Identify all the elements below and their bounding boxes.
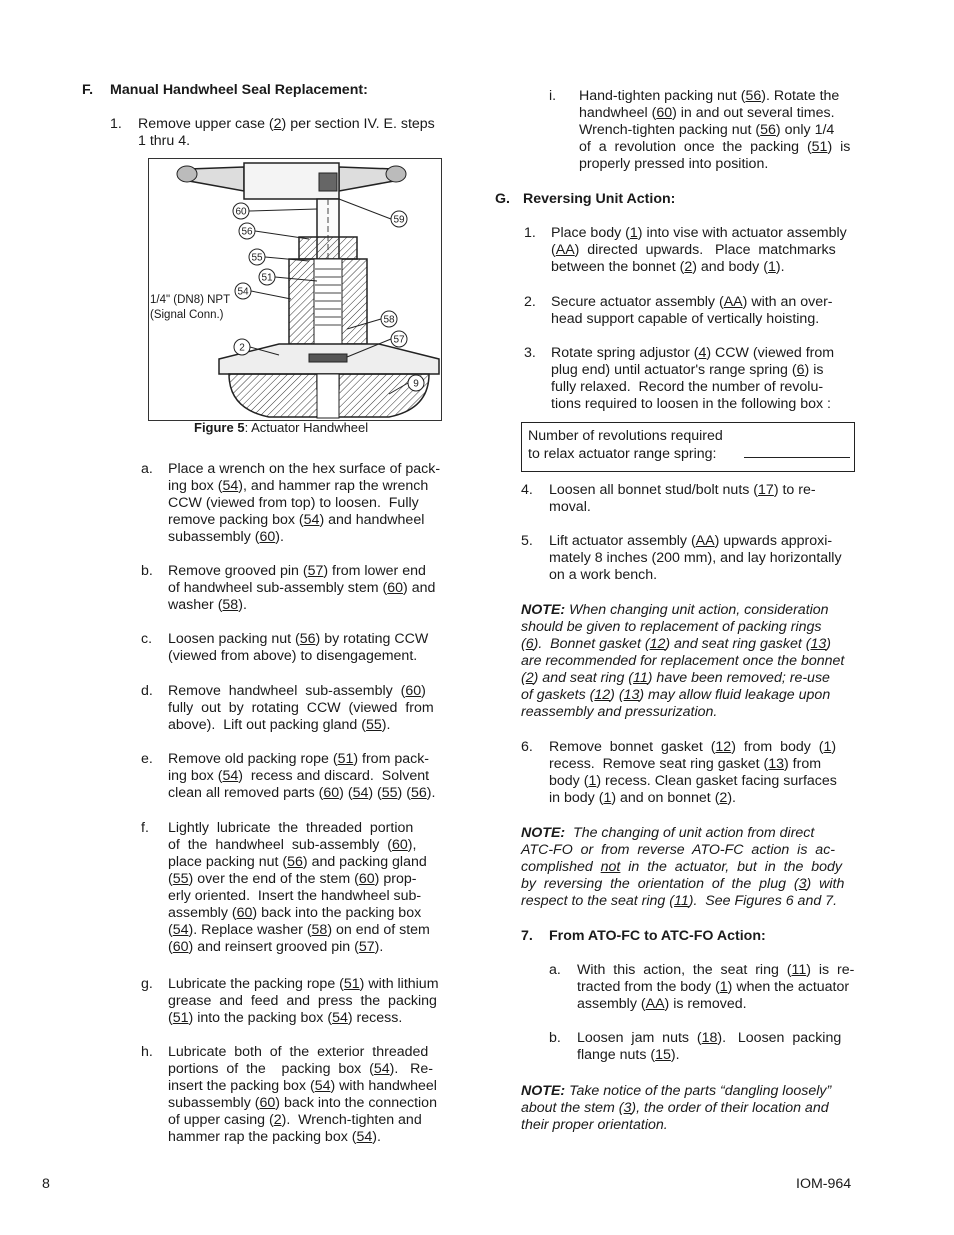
text-line: fully out by rotating CCW (viewed from xyxy=(168,700,434,716)
note-1 xyxy=(521,602,856,721)
item-body xyxy=(168,461,440,546)
text-line: insert the packing box (54) with handwheel xyxy=(168,1078,437,1094)
item-number: 5. xyxy=(521,533,533,549)
handwheel-grip-right xyxy=(386,166,406,182)
text-line: moval. xyxy=(549,499,591,515)
record-box-line-1: Number of revolutions required xyxy=(528,428,723,444)
item-body xyxy=(579,88,856,173)
washer xyxy=(309,354,347,362)
item-number: 6. xyxy=(521,739,533,755)
item-body xyxy=(168,1044,437,1146)
text-line: handwheel (60) in and out several times. xyxy=(579,105,835,121)
note-line: their proper orientation. xyxy=(521,1117,668,1133)
item-number: b. xyxy=(549,1030,561,1046)
note-label: NOTE: xyxy=(521,1083,566,1099)
packing-nut xyxy=(299,237,357,259)
text-line: tracted from the body (1) when the actuator xyxy=(577,979,850,995)
note-label: NOTE: xyxy=(521,602,566,618)
step-4 xyxy=(521,482,816,516)
text-line: grease and feed and press the packing xyxy=(168,993,437,1009)
item-number: 4. xyxy=(521,482,533,498)
callout-label-58: 58 xyxy=(383,314,395,326)
substep-h xyxy=(141,1044,437,1146)
note-line: NOTE: The changing of unit action from direct xyxy=(521,825,815,841)
text-line: (55) over the end of the stem (60) prop- xyxy=(168,871,417,887)
figure-caption xyxy=(194,419,368,436)
text-line: Lubricate both of the exterior threaded xyxy=(168,1044,429,1060)
callout-label-60: 60 xyxy=(235,206,247,218)
substep-i xyxy=(549,88,856,173)
text-line: Loosen packing nut (56) by rotating CCW xyxy=(168,631,429,647)
text-line: place packing nut (56) and packing gland xyxy=(168,854,427,870)
text-line: ing box (54), and hammer rap the wrench xyxy=(168,478,429,494)
item-body xyxy=(551,345,834,413)
signal-connection-label xyxy=(150,293,230,323)
item-body xyxy=(168,820,430,956)
item-number: h. xyxy=(141,1044,153,1060)
text-line: Lubricate the packing rope (51) with lithium xyxy=(168,976,439,992)
text-line: recess. Remove seat ring gasket (13) from xyxy=(549,756,822,772)
callout-label-56: 56 xyxy=(241,226,253,238)
item-number: f. xyxy=(141,820,149,836)
step-text-cont: 1 thru 4. xyxy=(138,133,191,149)
handwheel-grip-left xyxy=(177,166,197,182)
item-number: d. xyxy=(141,683,153,699)
note-line: should be given to replacement of packing rings xyxy=(521,619,822,635)
note-line: respect to the seat ring (11). See Figures 6 and 7. xyxy=(521,893,838,909)
text-line: Remove bonnet gasket (12) from body (1) xyxy=(549,739,837,755)
text-line: in body (1) and on bonnet (2). xyxy=(549,790,736,806)
step-2 xyxy=(524,294,833,328)
item-number: 1. xyxy=(524,225,536,241)
callout-label-57: 57 xyxy=(393,334,405,346)
text-line: flange nuts (15). xyxy=(577,1047,680,1063)
section-g-heading xyxy=(495,191,675,208)
text-line: Remove old packing rope (51) from pack- xyxy=(168,751,430,767)
text-line: body (1) recess. Clean gasket facing surfaces xyxy=(549,773,837,789)
text-line: CCW (viewed from top) to loosen. Fully xyxy=(168,495,419,511)
note-line: of gaskets (12) (13) may allow fluid leakage upon xyxy=(521,687,831,703)
item-number: b. xyxy=(141,563,153,579)
text-line: hammer rap the packing box (54). xyxy=(168,1129,381,1145)
section-label: G. xyxy=(495,191,510,207)
substep-e xyxy=(141,751,435,802)
text-line: assembly (60) back into the packing box xyxy=(168,905,422,921)
text-line: (51) into the packing box (54) recess. xyxy=(168,1010,403,1026)
section-title: Manual Handwheel Seal Replacement: xyxy=(110,82,368,98)
text-line: plug end) until actuator's range spring (6) is xyxy=(551,362,824,378)
hub-nut xyxy=(319,173,337,191)
note-line: (6). Bonnet gasket (12) and seat ring gasket (13) xyxy=(521,636,831,652)
item-body xyxy=(168,683,434,734)
text-line: of the handwheel sub-assembly (60), xyxy=(168,837,417,853)
step-text-cont: ) per section IV. E. steps xyxy=(281,116,435,132)
item-number: 3. xyxy=(524,345,536,361)
callout-label-59: 59 xyxy=(393,214,405,226)
note-line: are recommended for replacement once the bonnet xyxy=(521,653,845,669)
substep-7a xyxy=(549,962,854,1013)
figure-actuator-handwheel xyxy=(148,158,442,421)
text-line: (60) and reinsert grooved pin (57). xyxy=(168,939,384,955)
note-3 xyxy=(521,1083,856,1134)
revolutions-blank-field[interactable] xyxy=(744,457,850,458)
text-line: Lift actuator assembly (AA) upwards approxi- xyxy=(549,533,833,549)
text-line: clean all removed parts (60) (54) (55) (56). xyxy=(168,785,436,801)
item-body xyxy=(577,962,854,1013)
step-number: 7. xyxy=(521,928,533,944)
text-line: ing box (54) recess and discard. Solvent xyxy=(168,768,430,784)
text-line: subassembly (60). xyxy=(168,529,284,545)
item-number: c. xyxy=(141,631,153,647)
text-line: fully relaxed. Record the number of revolu- xyxy=(551,379,824,395)
text-line: Loosen jam nuts (18). Loosen packing xyxy=(577,1030,842,1046)
caption-label: Figure 5 xyxy=(194,420,245,435)
text-line: Loosen all bonnet stud/bolt nuts (17) to re- xyxy=(549,482,816,498)
record-box-line-2: to relax actuator range spring: xyxy=(528,446,717,462)
section-label: F. xyxy=(82,82,94,98)
item-body xyxy=(549,739,837,807)
handwheel-drawing xyxy=(149,159,441,420)
item-body xyxy=(551,225,847,276)
text-line: tions required to loosen in the following box : xyxy=(551,396,831,412)
text-line: of a revolution once the packing (51) is xyxy=(579,139,851,155)
item-body xyxy=(168,976,439,1027)
callout-label-9: 9 xyxy=(413,378,419,390)
item-body xyxy=(168,563,435,614)
note-line: NOTE: Take notice of the parts “dangling loosely” xyxy=(521,1083,832,1099)
substep-f xyxy=(141,820,430,956)
text-line: (viewed from above) to disengagement. xyxy=(168,648,418,664)
section-title: Reversing Unit Action: xyxy=(523,191,676,207)
text-line: (54). Replace washer (58) on end of stem xyxy=(168,922,430,938)
revolutions-record-box[interactable] xyxy=(521,422,855,472)
callout-label-2: 2 xyxy=(239,342,245,354)
note-line: complished not in the actuator, but in the body xyxy=(521,859,843,875)
text-line: mately 8 inches (200 mm), and lay horizontally xyxy=(549,550,842,566)
step-5 xyxy=(521,533,842,584)
text-line: Place body (1) into vise with actuator assembly xyxy=(551,225,847,241)
text-line: Remove handwheel sub-assembly (60) xyxy=(168,683,426,699)
note-line: about the stem (3), the order of their location and xyxy=(521,1100,829,1116)
text-line: Remove grooved pin (57) from lower end xyxy=(168,563,426,579)
text-line: between the bonnet (2) and body (1). xyxy=(551,259,785,275)
substep-b xyxy=(141,563,435,614)
text-line: (AA) directed upwards. Place matchmarks xyxy=(551,242,836,258)
section-f-heading xyxy=(82,82,368,99)
text-line: subassembly (60) back into the connection xyxy=(168,1095,437,1111)
text-line: portions of the packing box (54). Re- xyxy=(168,1061,433,1077)
substep-d xyxy=(141,683,434,734)
substep-7b xyxy=(549,1030,841,1064)
text-line: Hand-tighten packing nut (56). Rotate the xyxy=(579,88,840,104)
item-number: a. xyxy=(549,962,561,978)
callout-label-51: 51 xyxy=(261,272,273,284)
part-ref: 2 xyxy=(273,116,282,132)
caption-text: : Actuator Handwheel xyxy=(244,420,369,435)
note-line: (2) and seat ring (11) have been removed; re-use xyxy=(521,670,830,686)
note-2 xyxy=(521,825,856,910)
text-line: Place a wrench on the hex surface of pack- xyxy=(168,461,441,477)
item-body xyxy=(551,294,833,328)
note-line: reassembly and pressurization. xyxy=(521,704,718,720)
text-line: above). Lift out packing gland (55). xyxy=(168,717,391,733)
step-1 xyxy=(110,116,455,150)
text-line: Lightly lubricate the threaded portion xyxy=(168,820,414,836)
text-line: of upper casing (2). Wrench-tighten and xyxy=(168,1112,422,1128)
text-line: Wrench-tighten packing nut (56) only 1/4 xyxy=(579,122,835,138)
note-line: by reversing the orientation of the plug (3) with xyxy=(521,876,845,892)
text-line: assembly (AA) is removed. xyxy=(577,996,747,1012)
item-number: g. xyxy=(141,976,153,992)
substep-g xyxy=(141,976,439,1027)
callout-label-54: 54 xyxy=(237,286,249,298)
item-body xyxy=(168,631,428,665)
text-line: Rotate spring adjustor (4) CCW (viewed from xyxy=(551,345,835,361)
substep-c xyxy=(141,631,428,665)
text-line: Secure actuator assembly (AA) with an over- xyxy=(551,294,833,310)
substep-a xyxy=(141,461,440,546)
item-body xyxy=(168,751,435,802)
callout-label-55: 55 xyxy=(251,252,263,264)
item-number: a. xyxy=(141,461,153,477)
step-7-heading xyxy=(521,928,766,945)
signal-line-2: (Signal Conn.) xyxy=(150,309,224,321)
note-label: NOTE: xyxy=(521,825,566,841)
step-title: From ATO-FC to ATC-FO Action: xyxy=(549,928,766,944)
note-line: NOTE: When changing unit action, consideration xyxy=(521,602,829,618)
text-line: erly oriented. Insert the handwheel sub- xyxy=(168,888,422,904)
item-number: e. xyxy=(141,751,153,767)
step-6-body xyxy=(521,739,837,807)
text-line: washer (58). xyxy=(168,597,247,613)
document-id: IOM-964 xyxy=(796,1176,852,1192)
item-body xyxy=(549,533,842,584)
page-number: 8 xyxy=(42,1176,50,1192)
step-number: 1. xyxy=(110,116,122,132)
step-3 xyxy=(524,345,834,413)
item-number: i. xyxy=(549,88,557,104)
item-body xyxy=(549,482,816,516)
text-line: remove packing box (54) and handwheel xyxy=(168,512,425,528)
text-line: head support capable of vertically hoisting. xyxy=(551,311,820,327)
text-line: properly pressed into position. xyxy=(579,156,769,172)
step-text: Remove upper case ( xyxy=(138,116,274,132)
text-line: With this action, the seat ring (11) is re- xyxy=(577,962,855,978)
item-number: 2. xyxy=(524,294,536,310)
step-1 xyxy=(524,225,847,276)
signal-line-1: 1/4" (DN8) NPT xyxy=(150,294,231,306)
item-body xyxy=(577,1030,841,1064)
text-line: on a work bench. xyxy=(549,567,658,583)
note-line: ATC-FO or from reverse ATO-FC action is ac- xyxy=(521,842,836,858)
text-line: of handwheel sub-assembly stem (60) and xyxy=(168,580,436,596)
